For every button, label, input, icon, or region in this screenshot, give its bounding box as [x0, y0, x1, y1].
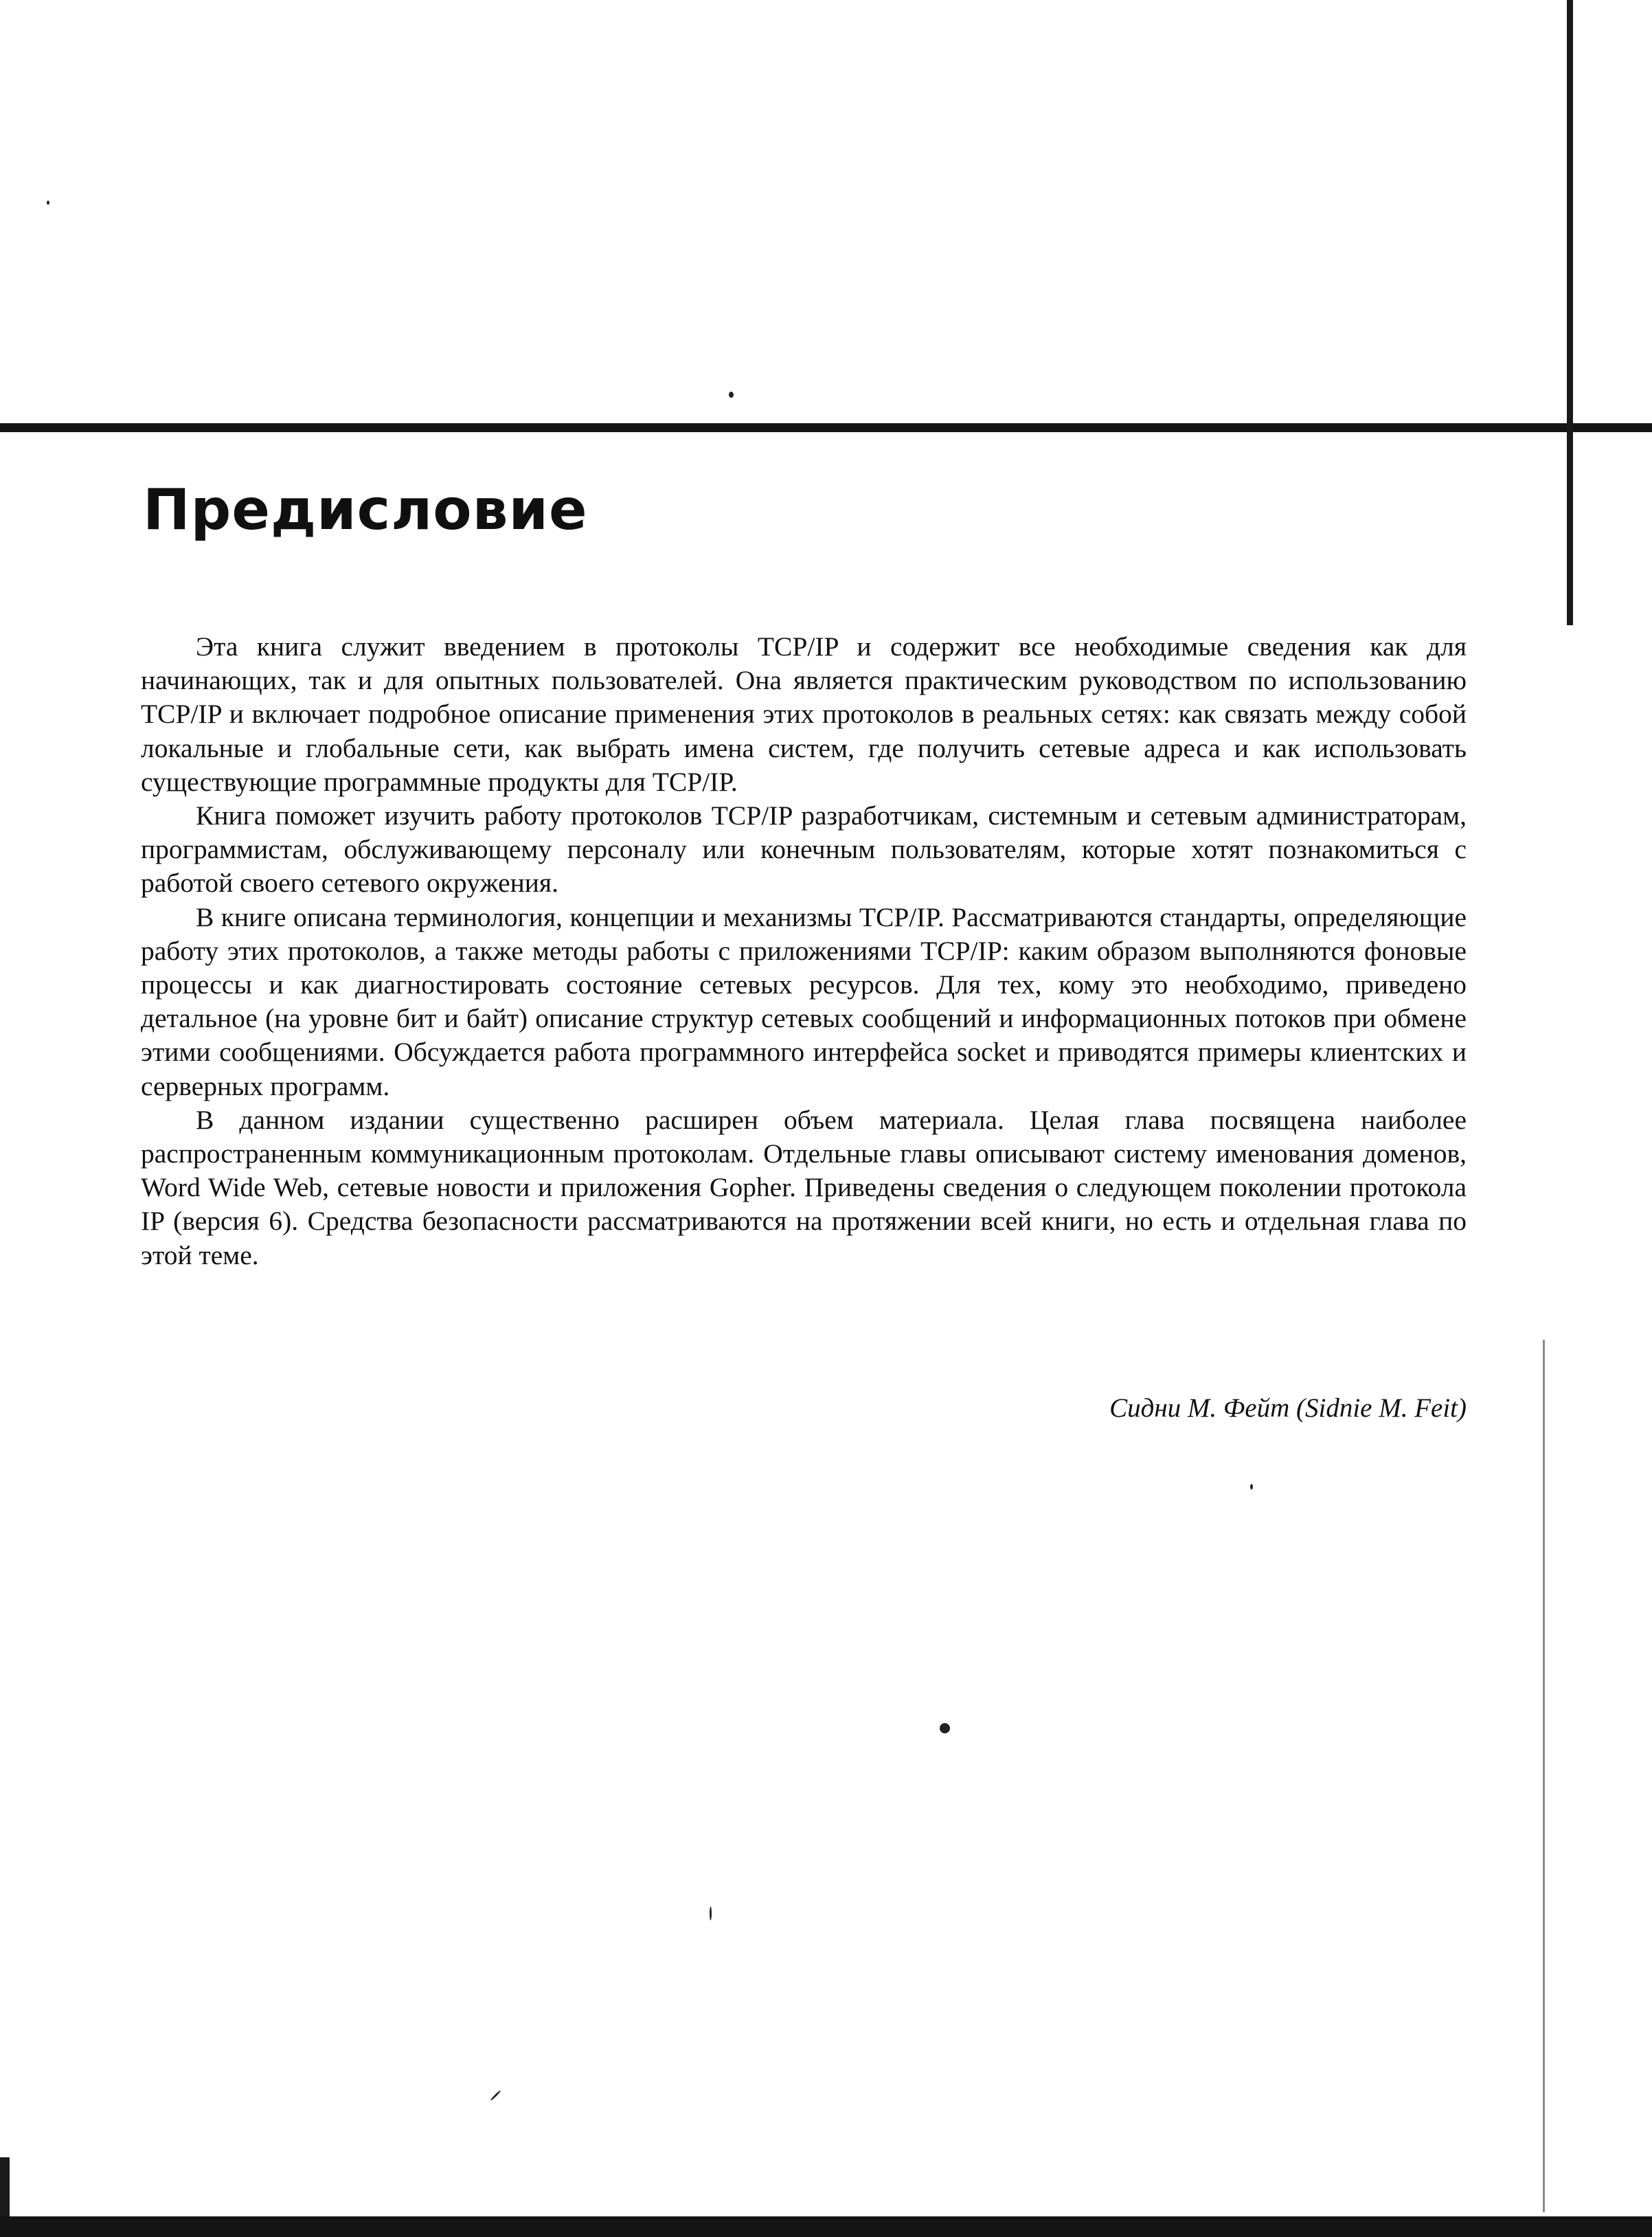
page-corner-shadow [0, 2157, 10, 2226]
paragraph: В книге описана терминология, концепции и механизмы TCP/IP. Рассматриваются стандарты, определяющие работу этих протоколов, а также методы работы с приложениями TCP/IP: каким образом выполняются фоновые процессы и как диагностировать состояние сетевых ресурсов. Для тех, кому это необходимо, приведено детальное (на уровне бит и байт) описание структур сетевых сообщений и информационных потоков при обмене этими сообщениями. Обсуждается работа программного интерфейса socket и приводятся примеры клиентских и серверных программ. [141, 901, 1467, 1101]
paragraph: Книга поможет изучить работу протоколов TCP/IP разработчикам, системным и сетевым администраторам, программистам, обслуживающему персоналу или конечным пользователям, которые хотят познакомиться с работой своего сетевого окружения. [141, 800, 1467, 899]
scan-speck [490, 2090, 501, 2101]
paragraph: Эта книга служит введением в протоколы TCP/IP и содержит все необходимые сведения как для начинающих, так и для опытных пользователей. Она является практическим руководством по использованию TCP/IP и включает подробное описание применения этих протоколов в реальных сетях: как связать между собой локальные и глобальные сети, как выбрать имена систем, где получить сетевые адреса и как использовать существующие программные продукты для TCP/IP. [141, 631, 1467, 797]
scan-speck [47, 201, 49, 205]
bottom-rule [0, 2216, 1652, 2237]
paragraph: В данном издании существенно расширен объем материала. Целая глава посвящена наиболее распространенным коммуникационным протоколам. Отдельные главы описывают систему именования доменов, Word Wide Web, сетевые новости и приложения Gopher. Приведены сведения о следующем поколении протокола IP (версия 6). Средства безопасности рассматриваются на протяжении всей книги, но есть и отдельная глава по этой теме. [141, 1104, 1467, 1270]
scan-speck [729, 392, 734, 398]
page-edge-line [1543, 1340, 1545, 2212]
scan-speck [710, 1907, 712, 1920]
top-rule [0, 423, 1652, 432]
page-title: Предисловие [143, 477, 588, 543]
scan-speck [1250, 1484, 1253, 1490]
author-signature: Сидни М. Фейт (Sidnie M. Feit) [1109, 1393, 1467, 1423]
scan-speck [940, 1723, 950, 1733]
page-edge-shadow [1567, 0, 1573, 625]
preface-body [141, 630, 1467, 1272]
